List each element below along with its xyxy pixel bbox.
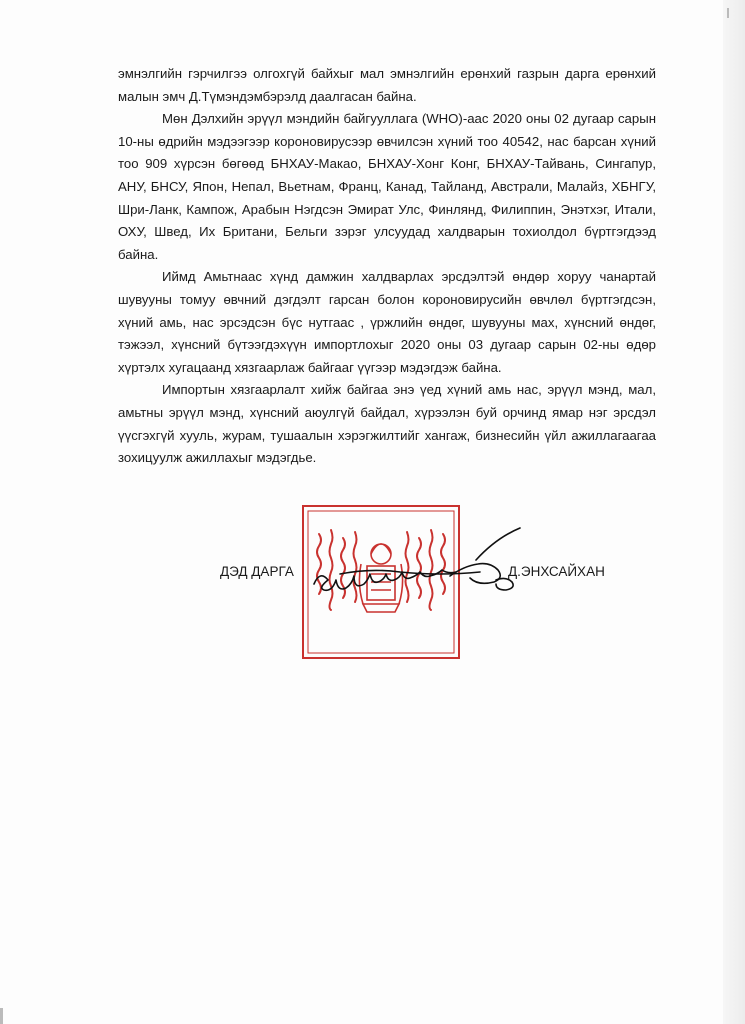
scan-mark <box>727 8 729 18</box>
signatory-title: ДЭД ДАРГА <box>220 564 294 579</box>
paragraph-compliance: Импортын хязгаарлалт хийж байгаа энэ үед хүний амь нас, эрүүл мэнд, мал, амьтны эрүүл мэнд, хүнсний аюулгүй байдал, хүрээлэн буй орчинд ямар нэг эрсдэл үүсгэхгүй хууль, журам, тушаалын хэрэгжилтийг хангаж, бизнесийн үйл ажиллагаагаа зохицуулж ажиллахыг мэдэгдье. <box>118 382 656 466</box>
signatory-name: Д.ЭНХСАЙХАН <box>508 564 605 579</box>
paragraph-continuation: эмнэлгийн гэрчилгээ олгохгүй байхыг мал эмнэлгийн ерөнхий газрын дарга ерөнхий малын эмч Д.Түмэндэмбэрэлд даалгасан байна. <box>118 66 656 104</box>
paragraph-who-report: Мөн Дэлхийн эрүүл мэндийн байгууллага (WHO)-аас 2020 оны 02 дугаар сарын 10-ны өдрийн мэдээгээр короновирусээр өвчилсэн хүний тоо 40542, нас барсан хүний тоо 909 хүрсэн бөгөөд БНХАУ-Макао, БНХАУ-Хонг Конг, БНХАУ-Тайвань, Сингапур, АНУ, БНСУ, Япон, Непал, Вьетнам, Франц, Канад, Тайланд, Австрали, Малайз, ХБНГУ, Шри-Ланк, Кампож, Арабын Нэгдсэн Эмират Улс, Финлянд, Филиппин, Энэтхэг, Итали, ОХУ, Швед, Их Британи, Бельги зэрэг улсуудад халдварын тохиолдол бүртгэгдээд байна. <box>118 111 656 262</box>
scan-mark <box>0 1008 3 1024</box>
signature-block <box>0 500 745 670</box>
letter-body <box>118 63 656 470</box>
paragraph-import-restriction: Иймд Амьтнаас хүнд дамжин халдварлах эрсдэлтэй өндөр хоруу чанартай шувууны томуу өвчний дэгдэлт гарсан болон короновирусийн өвчлөл бүртгэгдсэн, хүний амь, нас эрсэдсэн бүс нутгаас , үржлийн өндөг, шувууны мах, хүнсний өндөг, тэжээл, хүнсний бүтээгдэхүүн импортлохыг 2020 оны 03 дугаар сарын 02-ны өдөр хүртэлх хугацаанд хязгаарлаж байгааг үүгээр мэдэгдэж байна. <box>118 269 656 375</box>
handwritten-signature <box>300 518 540 598</box>
